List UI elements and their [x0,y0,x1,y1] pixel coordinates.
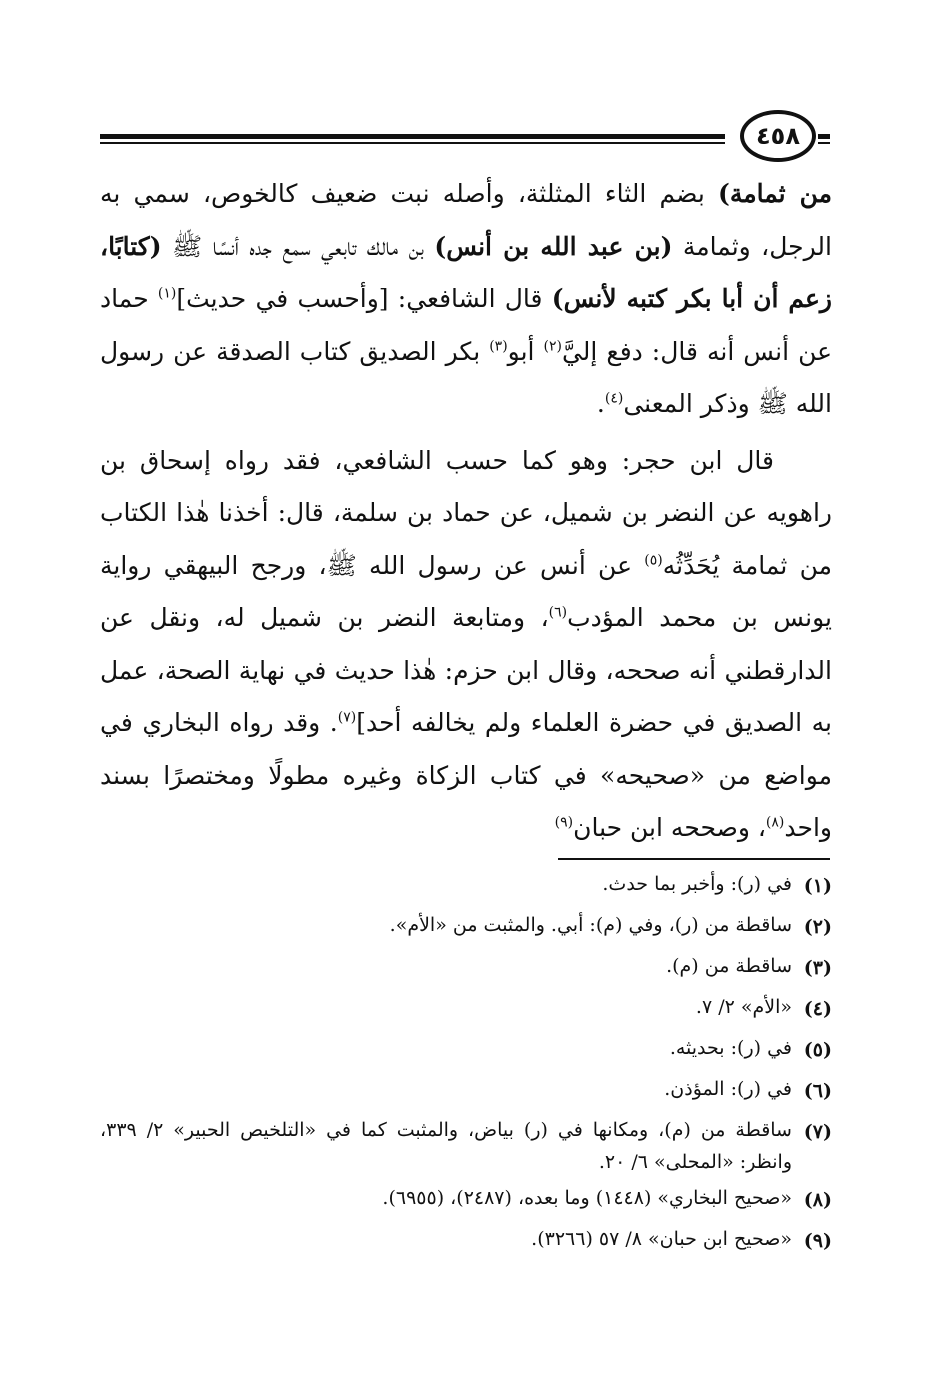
paragraph-1 [100,168,832,431]
footnote-number: (٩) [803,1230,832,1252]
footnote-number: (٢) [803,916,832,938]
footnote-ref-8[interactable]: (٨) [765,814,785,831]
footnote-ref-6[interactable]: (٦) [548,604,568,621]
text-run: . وقد رواه البخاري في مواضع من «صحيحه» في كتاب الزكاة وغيره مطولًا ومختصرًا بسند واحد [100,708,832,842]
footnote-item [100,950,832,987]
footnote-ref-3[interactable]: (٣) [489,338,508,355]
footnote-number: (٧) [803,1121,832,1143]
bold-phrase: من ثمامة) [717,179,832,208]
page-header [100,108,830,158]
bold-phrase: (بن عبد الله بن أنس) [434,231,673,261]
footnote-ref-5[interactable]: (٥) [644,552,663,569]
footnote-item [100,1182,832,1219]
paragraph-2 [100,435,832,855]
header-rule-right-thick [818,134,830,139]
text-run: . [596,389,605,418]
footnote-item [100,1032,832,1069]
footnote-text: في (ر): بحديثه. [669,1037,792,1059]
footnote-text: ساقطة من (م). [666,955,792,977]
footnote-text: «الأم» ٢/ ٧. [695,996,792,1018]
text-run: بن مالك تابعي سمع جده أنسًا ﷺ [161,231,435,261]
text-run: قال ابن حجر: وهو كما حسب الشافعي، فقد رواه إسحاق بن راهويه عن النضر بن شميل، عن حماد بن سلمة، قال: أخذنا هٰذا الكتاب من ثمامة يُحَدِّثُه [100,445,832,580]
text-run: بضم الثاء المثلثة، وأصله نبت ضعيف كالخوص، سمي به الرجل، وثمامة [100,179,832,261]
header-rule-thin [100,142,725,144]
footnote-ref-1[interactable]: (١) [157,285,177,302]
footnote-number: (٤) [803,998,832,1020]
footnote-separator [558,858,830,860]
footnote-text: ساقطة من (ر)، وفي (م): أبي. والمثبت من «الأم». [389,914,792,936]
footnote-text: ساقطة من (م)، ومكانها في (ر) بياض، والمثبت كما في «التلخيص الحبير» ٢/ ٣٣٩، وانظر: «المحلى» ٦/ ٢٠. [100,1119,792,1173]
footnote-number: (١) [803,875,832,897]
footnotes [100,868,832,1264]
footnote-item [100,909,832,946]
text-run: قال الشافعي: [وأحسب في حديث] [176,284,552,313]
footnote-item [100,1223,832,1260]
text-run: ، ومتابعة النضر بن شميل له، ونقل عن الدارقطني أنه صححه، وقال ابن حزم: هٰذا حديث في نهاية الصحة، عمل به الصديق في حضرة العلماء ولم يخالفه أحد] [100,603,832,737]
footnote-text: في (ر): المؤذن. [664,1078,792,1100]
footnote-number: (٦) [803,1080,832,1102]
text-run: أبو [507,336,544,366]
footnote-ref-4[interactable]: (٤) [604,390,624,407]
text-run: ، وصححه ابن حبان [573,813,766,842]
header-rule-thick [100,134,725,139]
footnote-ref-7[interactable]: (٧) [337,709,357,726]
header-rule-right-thin [818,142,830,144]
footnote-item [100,868,832,905]
bold-phrase: (كتابًا، زعم أن أبا بكر كتبه لأنس) [100,231,833,313]
text-run: عن أنس عن رسول الله ﷺ، ورجح البيهقي رواية يونس بن محمد المؤدب [100,550,832,632]
footnote-text: في (ر): وأخبر بما حدث. [602,873,792,895]
text-run: بكر الصديق كتاب الصدقة عن رسول الله ﷺ وذكر المعنى [100,336,832,418]
main-text [100,168,832,855]
text-run: حماد عن أنس أنه قال: دفع إليَّ [100,284,833,366]
page-number: ٤٥٨ [740,110,816,162]
footnote-item [100,1073,832,1110]
footnote-ref-2[interactable]: (٢) [543,338,562,355]
footnote-ref-9[interactable]: (٩) [554,814,574,831]
footnote-number: (٥) [803,1039,832,1061]
footnote-text: «صحيح البخاري» (١٤٤٨) وما بعده، (٢٤٨٧)، (٦٩٥٥). [382,1187,792,1209]
footnote-number: (٨) [803,1189,832,1211]
footnote-number: (٣) [803,957,832,979]
footnote-item [100,991,832,1028]
footnote-item [100,1114,832,1178]
footnote-text: «صحيح ابن حبان» ٨/ ٥٧ (٣٢٦٦). [531,1228,792,1250]
